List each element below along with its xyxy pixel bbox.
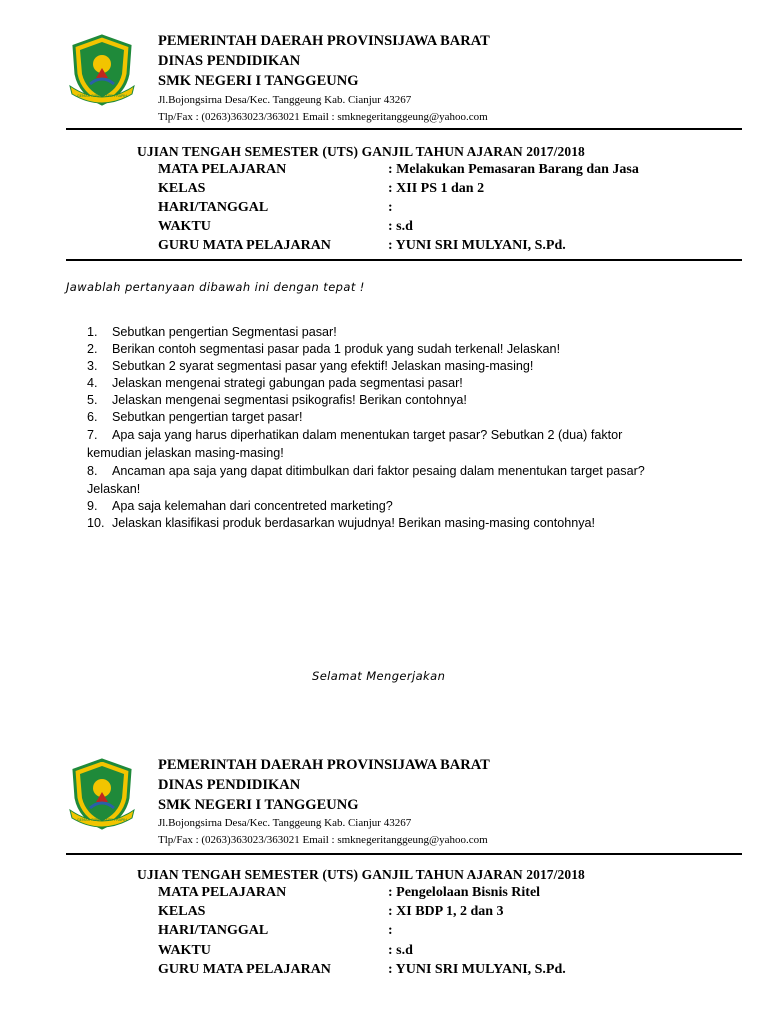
school-address: Jl.Bojongsirna Desa/Kec. Tanggeung Kab. Cianjur 43267 bbox=[158, 817, 412, 829]
question-item bbox=[87, 342, 560, 356]
question-continuation: kemudian jelaskan masing-masing! bbox=[87, 446, 284, 460]
question-number: 8. bbox=[87, 464, 98, 478]
question-number: 4. bbox=[87, 376, 98, 390]
school-contact: Tlp/Fax : (0263)363023/363021 Email : smknegeritanggeung@yahoo.com bbox=[158, 111, 488, 123]
info-value: : bbox=[388, 923, 393, 938]
dept-title: DINAS PENDIDIKAN bbox=[158, 777, 301, 793]
exam-title: UJIAN TENGAH SEMESTER (UTS) GANJIL TAHUN AJARAN 2017/2018 bbox=[137, 144, 585, 159]
question-number: 7. bbox=[87, 428, 98, 442]
info-label: WAKTU bbox=[158, 219, 211, 234]
info-value: : s.d bbox=[388, 943, 413, 958]
info-value: : XI BDP 1, 2 dan 3 bbox=[388, 904, 504, 919]
question-number: 2. bbox=[87, 342, 98, 356]
question-number: 3. bbox=[87, 359, 98, 373]
question-item bbox=[87, 359, 533, 373]
question-continuation: Jelaskan! bbox=[87, 482, 141, 496]
info-label: KELAS bbox=[158, 904, 206, 919]
info-label: KELAS bbox=[158, 181, 206, 196]
question-text: Apa saja yang harus diperhatikan dalam menentukan target pasar? Sebutkan 2 (dua) faktor bbox=[112, 428, 623, 442]
question-text: Ancaman apa saja yang dapat ditimbulkan dari faktor pesaing dalam menentukan target pasar? bbox=[112, 464, 645, 478]
info-value: : bbox=[388, 200, 393, 215]
question-item bbox=[87, 516, 595, 530]
question-text: Berikan contoh segmentasi pasar pada 1 produk yang sudah terkenal! Jelaskan! bbox=[112, 342, 561, 356]
info-value: : s.d bbox=[388, 219, 413, 234]
question-text: Apa saja kelemahan dari concentreted marketing? bbox=[112, 499, 393, 513]
question-text: Sebutkan pengertian Segmentasi pasar! bbox=[112, 325, 337, 339]
info-value: : YUNI SRI MULYANI, S.Pd. bbox=[388, 238, 566, 253]
gov-title: PEMERINTAH DAERAH PROVINSIJAWA BARAT bbox=[158, 33, 490, 49]
info-label: HARI/TANGGAL bbox=[158, 923, 269, 938]
question-number: 6. bbox=[87, 410, 98, 424]
instruction-text: Jawablah pertanyaan dibawah ini dengan tepat ! bbox=[66, 280, 365, 294]
info-value: : YUNI SRI MULYANI, S.Pd. bbox=[388, 962, 566, 977]
question-item bbox=[87, 325, 337, 339]
dept-title: DINAS PENDIDIKAN bbox=[158, 53, 301, 69]
school-address: Jl.Bojongsirna Desa/Kec. Tanggeung Kab. Cianjur 43267 bbox=[158, 94, 412, 106]
info-label: GURU MATA PELAJARAN bbox=[158, 962, 331, 977]
info-label: HARI/TANGGAL bbox=[158, 200, 269, 215]
header-divider bbox=[66, 128, 742, 130]
question-number: 5. bbox=[87, 393, 98, 407]
school-name: SMK NEGERI I TANGGEUNG bbox=[158, 797, 359, 813]
info-label: WAKTU bbox=[158, 943, 211, 958]
info-label: MATA PELAJARAN bbox=[158, 885, 287, 900]
info-value: : Melakukan Pemasaran Barang dan Jasa bbox=[388, 162, 639, 177]
closing-text: Selamat Mengerjakan bbox=[312, 669, 446, 683]
question-item bbox=[87, 376, 463, 390]
question-item bbox=[87, 410, 302, 424]
info-value: : XII PS 1 dan 2 bbox=[388, 181, 485, 196]
info-divider bbox=[66, 259, 742, 261]
question-item bbox=[87, 428, 622, 442]
west-java-emblem bbox=[68, 758, 136, 830]
question-number: 1. bbox=[87, 325, 98, 339]
info-label: GURU MATA PELAJARAN bbox=[158, 238, 331, 253]
question-text: Jelaskan mengenai strategi gabungan pada segmentasi pasar! bbox=[112, 376, 463, 390]
school-contact: Tlp/Fax : (0263)363023/363021 Email : smknegeritanggeung@yahoo.com bbox=[158, 834, 488, 846]
question-number: 9. bbox=[87, 499, 98, 513]
info-value: : Pengelolaan Bisnis Ritel bbox=[388, 885, 541, 900]
gov-title: PEMERINTAH DAERAH PROVINSIJAWA BARAT bbox=[158, 757, 490, 773]
question-text: Jelaskan mengenai segmentasi psikografis! Berikan contohnya! bbox=[112, 393, 467, 407]
exam-title: UJIAN TENGAH SEMESTER (UTS) GANJIL TAHUN AJARAN 2017/2018 bbox=[137, 867, 585, 882]
question-item bbox=[87, 393, 467, 407]
school-name: SMK NEGERI I TANGGEUNG bbox=[158, 73, 359, 89]
question-text: Jelaskan klasifikasi produk berdasarkan wujudnya! Berikan masing-masing contohnya! bbox=[112, 516, 596, 530]
logo-motto: GEMAH RIPAH REPEH RAPIH bbox=[76, 94, 128, 98]
question-item bbox=[87, 499, 393, 513]
question-text: Sebutkan pengertian target pasar! bbox=[112, 410, 303, 424]
header-divider bbox=[66, 853, 742, 855]
question-text: Sebutkan 2 syarat segmentasi pasar yang efektif! Jelaskan masing-masing! bbox=[112, 359, 534, 373]
question-item bbox=[87, 464, 645, 478]
west-java-emblem bbox=[68, 34, 136, 106]
info-label: MATA PELAJARAN bbox=[158, 162, 287, 177]
logo-motto: GEMAH RIPAH REPEH RAPIH bbox=[76, 818, 128, 822]
question-number: 10. bbox=[87, 516, 105, 530]
